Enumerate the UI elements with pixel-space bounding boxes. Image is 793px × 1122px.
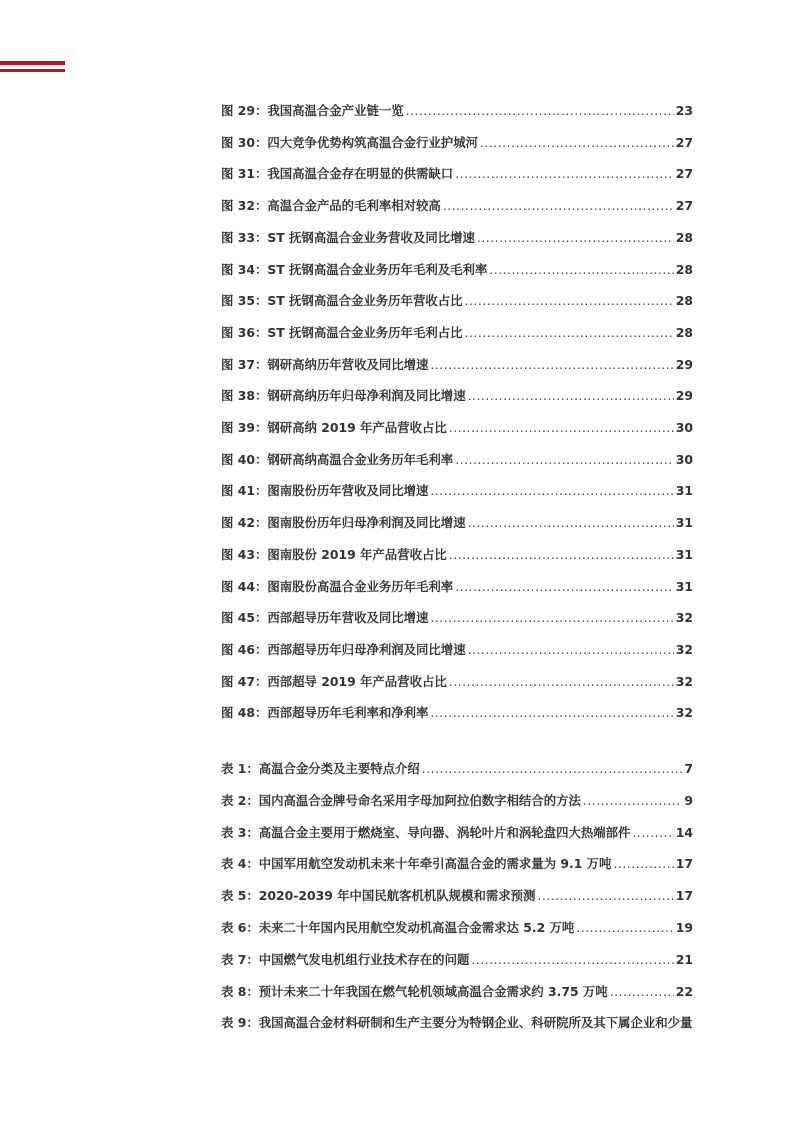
table-page-number: 14: [675, 824, 693, 840]
dot-leader: [480, 133, 674, 153]
table-entry[interactable]: [221, 854, 693, 874]
figure-page-number: 27: [675, 134, 693, 150]
table-page-number: 17: [675, 856, 693, 872]
figure-title: ST 抚钢高温合金业务历年毛利占比: [267, 324, 463, 340]
figure-label: 图 32: [221, 198, 255, 214]
table-entry[interactable]: [221, 982, 693, 1002]
figure-entry[interactable]: [221, 513, 693, 533]
figure-entry[interactable]: [221, 577, 693, 597]
table-page-number: 7: [684, 761, 693, 776]
dot-leader: [613, 854, 673, 874]
table-page-number: 22: [675, 983, 693, 999]
label-separator: ：: [254, 546, 268, 562]
figure-page-number: 30: [675, 451, 693, 467]
table-title: 预计未来二十年我国在燃气轮机领域高温合金需求约 3.75 万吨: [258, 983, 608, 999]
figure-entry[interactable]: [221, 101, 693, 121]
figure-label: 图 29: [221, 103, 255, 118]
label-separator: ：: [254, 483, 268, 499]
figure-label: 图 42: [221, 515, 255, 531]
figure-label: 图 38: [221, 388, 255, 404]
table-page-number: 19: [675, 920, 693, 935]
figure-page-number: 28: [675, 324, 693, 340]
figure-title: 钢研高纳历年营收及同比增速: [267, 356, 429, 372]
label-separator: ：: [254, 673, 268, 689]
figure-title: 西部超导历年毛利率和净利率: [267, 705, 429, 721]
figure-page-number: 29: [675, 356, 693, 372]
brand-bar-top: [0, 61, 65, 65]
figure-label: 图 46: [221, 641, 255, 657]
label-separator: ：: [246, 1015, 259, 1031]
figure-entry[interactable]: [221, 703, 693, 723]
figure-title: 四大竞争优势构筑高温合金行业护城河: [267, 134, 478, 150]
figure-page-number: 31: [675, 483, 693, 499]
dot-leader: [576, 918, 673, 938]
figure-title: 图南股份高温合金业务历年毛利率: [267, 578, 454, 594]
figure-page-number: 31: [675, 515, 693, 531]
label-separator: ：: [254, 324, 268, 340]
figure-entry[interactable]: [221, 260, 693, 280]
figure-page-number: 28: [675, 261, 693, 277]
figure-title: 我国高温合金产业链一览: [267, 103, 404, 118]
dot-leader: [455, 450, 674, 470]
figure-page-number: 23: [675, 103, 693, 118]
label-separator: ：: [254, 134, 268, 150]
figure-title: 我国高温合金存在明显的供需缺口: [267, 166, 454, 182]
dot-leader: [449, 672, 674, 692]
figure-title: 高温合金产品的毛利率相对较高: [267, 198, 441, 214]
dot-leader: [443, 196, 674, 216]
figure-page-number: 30: [675, 420, 693, 435]
dot-leader: [468, 386, 674, 406]
figure-page-number: 28: [675, 293, 693, 309]
dot-leader: [583, 791, 683, 811]
label-separator: ：: [246, 983, 259, 999]
figure-entry[interactable]: [221, 672, 693, 692]
label-separator: ：: [246, 888, 259, 904]
label-separator: ：: [246, 824, 259, 840]
label-separator: ：: [254, 515, 268, 531]
label-separator: ：: [254, 388, 268, 404]
table-label: 表 3: [221, 824, 247, 840]
figure-title: ST 抚钢高温合金业务历年营收占比: [267, 293, 463, 309]
brand-bar-bottom: [0, 69, 65, 72]
dot-leader: [449, 545, 674, 565]
label-separator: ：: [254, 166, 268, 182]
dot-leader: [468, 640, 674, 660]
dot-leader: [465, 291, 674, 311]
label-separator: ：: [254, 610, 268, 626]
figure-entry[interactable]: [221, 355, 693, 375]
table-entry[interactable]: [221, 950, 693, 970]
label-separator: ：: [254, 356, 268, 372]
dot-leader: [406, 101, 674, 121]
dot-leader: [468, 513, 674, 533]
table-entry[interactable]: [221, 791, 693, 811]
figure-title: 图南股份历年归母净利润及同比增速: [267, 515, 466, 531]
figure-label: 图 47: [221, 673, 255, 689]
label-separator: ：: [254, 261, 268, 277]
figure-label: 图 43: [221, 546, 255, 562]
table-page-number: 17: [675, 888, 693, 904]
figure-label: 图 41: [221, 483, 255, 499]
figure-label: 图 44: [221, 578, 255, 594]
figure-page-number: 28: [675, 229, 693, 245]
figure-title: 图南股份 2019 年产品营收占比: [267, 546, 447, 562]
figure-entry[interactable]: [221, 608, 693, 628]
label-separator: ：: [254, 578, 268, 594]
dot-leader: [632, 823, 673, 843]
label-separator: ：: [254, 103, 268, 118]
table-entry[interactable]: [221, 1013, 693, 1033]
table-label: 表 1: [221, 761, 247, 776]
figure-entry[interactable]: [221, 640, 693, 660]
page-footer-mark: ·: [68, 1050, 70, 1057]
figure-page-number: 32: [675, 641, 693, 657]
dot-leader: [471, 950, 673, 970]
table-label: 表 9: [221, 1015, 247, 1031]
figure-entry[interactable]: [221, 196, 693, 216]
figure-label: 图 39: [221, 420, 255, 435]
figure-title: 西部超导历年营收及同比增速: [267, 610, 429, 626]
table-title: 我国高温合金材料研制和生产主要分为特钢企业、科研院所及其下属企业和少量: [258, 1015, 693, 1031]
label-separator: ：: [254, 705, 268, 721]
figure-title: 西部超导 2019 年产品营收占比: [267, 673, 447, 689]
label-separator: ：: [246, 920, 259, 935]
figure-title: 西部超导历年归母净利润及同比增速: [267, 641, 466, 657]
figure-label: 图 40: [221, 451, 255, 467]
label-separator: ：: [246, 792, 259, 808]
figure-page-number: 32: [675, 673, 693, 689]
table-label: 表 5: [221, 888, 247, 904]
table-title: 高温合金主要用于燃烧室、导向器、涡轮叶片和涡轮盘四大热端部件: [258, 824, 631, 840]
table-title: 未来二十年国内民用航空发动机高温合金需求达 5.2 万吨: [258, 920, 575, 935]
figure-entry[interactable]: [221, 450, 693, 470]
table-label: 表 7: [221, 951, 247, 967]
figure-label: 图 31: [221, 166, 255, 182]
table-label: 表 2: [221, 792, 247, 808]
dot-leader: [610, 982, 674, 1002]
table-label: 表 4: [221, 856, 247, 872]
table-entry[interactable]: [221, 918, 693, 938]
figure-title: ST 抚钢高温合金业务营收及同比增速: [267, 229, 475, 245]
label-separator: ：: [254, 451, 268, 467]
table-title: 国内高温合金牌号命名采用字母加阿拉伯数字相结合的方法: [258, 792, 581, 808]
dot-leader: [465, 323, 674, 343]
figure-title: 钢研高纳 2019 年产品营收占比: [267, 420, 447, 435]
label-separator: ：: [254, 641, 268, 657]
figure-label: 图 37: [221, 356, 255, 372]
figure-page-number: 31: [675, 546, 693, 562]
table-title: 2020-2039 年中国民航客机机队规模和需求预测: [258, 888, 536, 904]
dot-leader: [489, 260, 673, 280]
figure-page-number: 32: [675, 705, 693, 721]
label-separator: ：: [246, 856, 259, 872]
label-separator: ：: [254, 420, 268, 435]
figure-entry[interactable]: [221, 323, 693, 343]
figure-label: 图 33: [221, 229, 255, 245]
dot-leader: [537, 886, 673, 906]
figure-label: 图 35: [221, 293, 255, 309]
dot-leader: [455, 164, 674, 184]
figure-entry[interactable]: [221, 545, 693, 565]
figure-entry[interactable]: [221, 418, 693, 438]
dot-leader: [430, 481, 673, 501]
table-entry[interactable]: [221, 759, 693, 779]
figure-title: 钢研高纳历年归母净利润及同比增速: [267, 388, 466, 404]
figure-page-number: 31: [675, 578, 693, 594]
figure-entry[interactable]: [221, 481, 693, 501]
table-entry[interactable]: [221, 823, 693, 843]
dot-leader: [455, 577, 674, 597]
table-title: 高温合金分类及主要特点介绍: [258, 761, 420, 776]
figure-page-number: 29: [675, 388, 693, 404]
figure-label: 图 34: [221, 261, 255, 277]
figure-entry[interactable]: [221, 164, 693, 184]
dot-leader: [430, 608, 673, 628]
label-separator: ：: [254, 198, 268, 214]
figure-page-number: 32: [675, 610, 693, 626]
table-title: 中国军用航空发动机未来十年牵引高温合金的需求量为 9.1 万吨: [258, 856, 612, 872]
figure-entry[interactable]: [221, 291, 693, 311]
label-separator: ：: [246, 761, 259, 776]
label-separator: ：: [254, 229, 268, 245]
figure-entry[interactable]: [221, 228, 693, 248]
dot-leader: [422, 759, 683, 779]
figure-label: 图 30: [221, 134, 255, 150]
figure-entry[interactable]: [221, 133, 693, 153]
figure-title: 钢研高纳高温合金业务历年毛利率: [267, 451, 454, 467]
figure-page-number: 27: [675, 166, 693, 182]
figure-entry[interactable]: [221, 386, 693, 406]
table-page-number: 9: [684, 792, 693, 808]
figure-title: 图南股份历年营收及同比增速: [267, 483, 429, 499]
dot-leader: [430, 703, 673, 723]
figure-label: 图 48: [221, 705, 255, 721]
table-entry[interactable]: [221, 886, 693, 906]
table-title: 中国燃气发电机组行业技术存在的问题: [258, 951, 470, 967]
figure-title: ST 抚钢高温合金业务历年毛利及毛利率: [267, 261, 488, 277]
figure-page-number: 27: [675, 198, 693, 214]
dot-leader: [477, 228, 674, 248]
figure-label: 图 36: [221, 324, 255, 340]
figure-label: 图 45: [221, 610, 255, 626]
table-label: 表 6: [221, 920, 247, 935]
table-label: 表 8: [221, 983, 247, 999]
label-separator: ：: [246, 951, 259, 967]
dot-leader: [449, 418, 674, 438]
dot-leader: [430, 355, 673, 375]
label-separator: ：: [254, 293, 268, 309]
table-page-number: 21: [675, 951, 693, 967]
